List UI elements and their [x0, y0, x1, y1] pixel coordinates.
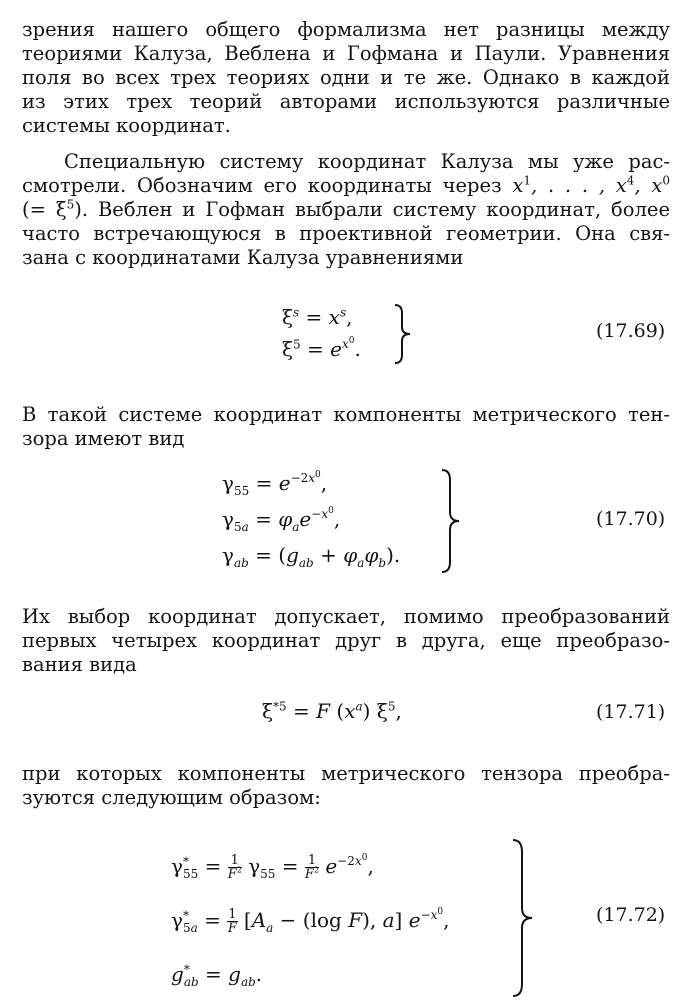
- text-line: зрения нашего общего формализма нет разницы между: [22, 18, 670, 41]
- paragraph-5: [22, 762, 670, 810]
- equation-number-17-72: (17.72): [596, 904, 666, 926]
- right-brace-17-70: [439, 468, 463, 574]
- paragraph-3: [22, 403, 670, 451]
- right-brace-17-72: [510, 838, 536, 998]
- paragraph-4: [22, 605, 670, 677]
- equation-17-71: $\xi^{*5} = F$ $(x^a)$ $\xi^5$,: [262, 699, 402, 723]
- text-line: часто встречающуюся в проективной геометрии. Она свя-: [22, 222, 670, 245]
- text-line: зуются следующим образом:: [22, 786, 321, 809]
- equation-17-72-line-2: $\gamma^*_{5a}$ = $\frac{1}{F}$ [$A_a - (\log$ F), a] $e^{-x^0}$,: [171, 906, 450, 936]
- paragraph-1: [22, 18, 670, 138]
- text-line: Специальную систему координат Калуза мы уже рас-: [64, 150, 670, 173]
- right-brace-17-69: [392, 303, 414, 365]
- equation-17-72-line-3: $g^*_{ab} = g_{ab}$.: [171, 962, 263, 989]
- equation-number-17-70: (17.70): [596, 508, 666, 530]
- log-operator: log: [310, 908, 342, 932]
- equation-17-72-line-1: $\gamma^*_{55}$ = $\frac{1}{F^2}$ $\gamma_{55}$ = $\frac{1}{F^2}$ $e^{-2x^0}$,: [171, 852, 374, 882]
- text-line: из этих трех теорий авторами используются различные: [22, 90, 670, 113]
- inline-math-coords: $x^1$, . . . , $x^4$, $x^0$: [512, 173, 670, 197]
- text-line: Их выбор координат допускает, помимо преобразований: [22, 605, 670, 628]
- text-fragment: ). Веблен и Гофман выбрали систему координат, более: [74, 198, 670, 221]
- text-line: вания вида: [22, 653, 137, 676]
- text-line: зора имеют вид: [22, 427, 185, 450]
- text-line: [22, 174, 670, 198]
- text-line: при которых компоненты метрического тензора преобра-: [22, 762, 670, 785]
- equation-number-17-71: (17.71): [596, 701, 666, 723]
- text-line: системы координат.: [22, 114, 231, 137]
- text-line: поля во всех трех теориях одни и те же. Однако в каждой: [22, 66, 670, 89]
- equation-17-69-line-1: $\xi^s = x^s$,: [282, 305, 353, 329]
- text-line: теориями Калуза, Веблена и Гофмана и Паули. Уравнения: [22, 42, 670, 65]
- text-line: первых четырех координат друг в друга, еще преобразо-: [22, 629, 670, 652]
- text-line: В такой системе координат компоненты метрического тен-: [22, 403, 670, 426]
- equation-17-70-line-3: $\gamma_{ab} = (g_{ab} + \varphi_a\varphi_b)$.: [222, 543, 401, 570]
- text-line: зана с координатами Калуза уравнениями: [22, 246, 464, 269]
- text-line: [22, 198, 670, 222]
- paragraph-2: [22, 150, 670, 270]
- equation-17-70-line-2: $\gamma_{5a} = \varphi_ae^{-x^0}$,: [222, 506, 341, 534]
- text-fragment: смотрели. Обозначим его координаты через: [22, 174, 502, 197]
- inline-math-xi5: (= $\xi^5$: [22, 197, 75, 221]
- equation-17-70-line-1: $\gamma_{55} = e^{-2x^0}$,: [222, 470, 328, 498]
- equation-number-17-69: (17.69): [596, 320, 666, 342]
- equation-17-69-line-2: $\xi^5 = e^{x^0}$.: [282, 336, 361, 361]
